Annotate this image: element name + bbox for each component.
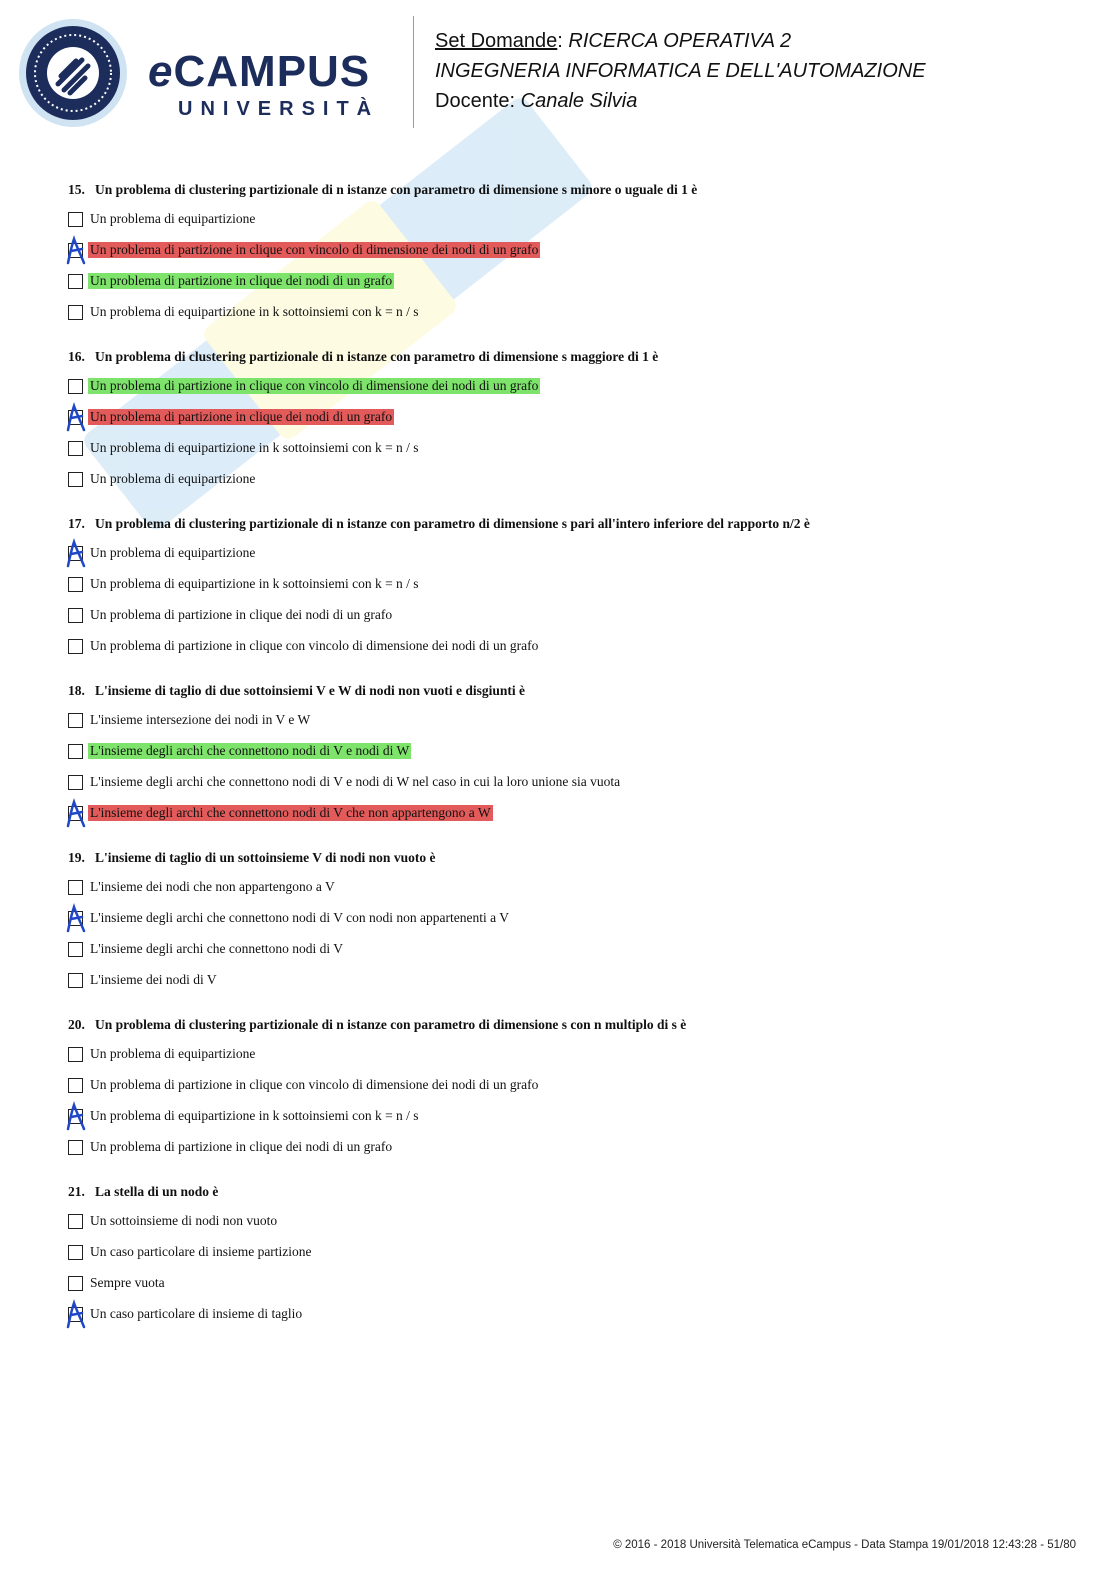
answer-checkbox[interactable] [68,1276,83,1291]
docente-line: Docente: Canale Silvia [435,90,638,112]
answer-option[interactable] [68,439,421,457]
answer-option[interactable] [68,210,257,228]
question-text: L'insieme di taglio di un sottoinsieme V di nodi non vuoto è [95,850,436,865]
answer-option[interactable] [68,878,337,896]
answer-text: Un problema di equipartizione [90,471,256,486]
answer-checkbox[interactable] [68,1140,83,1155]
answer-option[interactable] [68,711,312,729]
ecampus-wordmark: eCAMPUS UNIVERSITÀ [148,47,380,120]
answer-checkbox[interactable] [68,1109,83,1124]
answer-checkbox[interactable] [68,546,83,561]
course-line: Set Domande: RICERCA OPERATIVA 2 [435,30,792,52]
answer-checkbox[interactable] [68,713,83,728]
answer-option[interactable] [68,1138,394,1156]
answer-option[interactable] [68,1274,167,1292]
answer-text: Un problema di equipartizione [90,545,256,560]
answer-text: L'insieme degli archi che connettono nodi di V che non appartengono a W [90,805,491,820]
question-number: 16. [68,349,85,364]
answer-checkbox[interactable] [68,472,83,487]
answer-text: L'insieme degli archi che connettono nodi di V e nodi di W nel caso in cui la loro unione sia vuota [90,774,621,789]
answer-checkbox[interactable] [68,608,83,623]
answer-checkbox[interactable] [68,274,83,289]
question-title [68,1184,218,1200]
answer-text: Un sottoinsieme di nodi non vuoto [90,1213,278,1228]
answer-text: Un problema di partizione in clique con vincolo di dimensione dei nodi di un grafo [90,638,539,653]
answer-text: Un caso particolare di insieme partizione [90,1244,312,1259]
answer-option[interactable] [68,272,394,290]
answer-option[interactable] [68,909,511,927]
answer-option[interactable] [68,544,257,562]
question-number: 15. [68,182,85,197]
answer-checkbox[interactable] [68,744,83,759]
answer-option[interactable] [68,575,421,593]
answer-text: Un problema di partizione in clique dei nodi di un grafo [90,409,393,424]
header-divider [413,16,414,128]
question-text: La stella di un nodo è [95,1184,219,1199]
answer-option[interactable] [68,637,540,655]
answer-option[interactable] [68,303,421,321]
answer-text: Sempre vuota [90,1275,165,1290]
header-info [435,26,926,116]
answer-option[interactable] [68,470,257,488]
answer-text: Un problema di equipartizione [90,211,256,226]
answer-option[interactable] [68,971,219,989]
answer-text: L'insieme degli archi che connettono nodi di V e nodi di W [90,743,410,758]
question-title [68,683,525,699]
question-title [68,349,658,365]
answer-checkbox[interactable] [68,1307,83,1322]
answer-checkbox[interactable] [68,880,83,895]
answer-option[interactable] [68,742,411,760]
answer-checkbox[interactable] [68,775,83,790]
answer-option[interactable] [68,1305,304,1323]
question-title [68,1017,686,1033]
question-number: 18. [68,683,85,698]
answer-text: L'insieme degli archi che connettono nodi di V [90,941,343,956]
answer-checkbox[interactable] [68,305,83,320]
answer-text: Un problema di partizione in clique con vincolo di dimensione dei nodi di un grafo [90,378,539,393]
answer-option[interactable] [68,804,493,822]
question-text: Un problema di clustering partizionale di n istanze con parametro di dimensione s maggiore di 1 è [95,349,659,364]
question-text: L'insieme di taglio di due sottoinsiemi V e W di nodi non vuoti e disgiunti è [95,683,525,698]
answer-option[interactable] [68,1243,314,1261]
question-title [68,182,697,198]
answer-text: Un problema di equipartizione in k sottoinsiemi con k = n / s [90,304,419,319]
answer-option[interactable] [68,940,345,958]
question-number: 21. [68,1184,85,1199]
question-title [68,850,435,866]
answer-text: Un problema di partizione in clique dei nodi di un grafo [90,607,393,622]
answer-option[interactable] [68,377,540,395]
answer-checkbox[interactable] [68,441,83,456]
answer-checkbox[interactable] [68,212,83,227]
answer-text: Un problema di equipartizione [90,1046,256,1061]
answer-text: L'insieme dei nodi di V [90,972,217,987]
answer-checkbox[interactable] [68,639,83,654]
question-number: 19. [68,850,85,865]
answer-text: Un problema di partizione in clique dei nodi di un grafo [90,273,393,288]
answer-text: Un problema di partizione in clique con vincolo di dimensione dei nodi di un grafo [90,1077,539,1092]
answer-option[interactable] [68,241,540,259]
answer-option[interactable] [68,1045,257,1063]
question-text: Un problema di clustering partizionale di n istanze con parametro di dimensione s pari all'intero inferiore del rapporto n/2 è [95,516,810,531]
answer-checkbox[interactable] [68,577,83,592]
question-title [68,516,810,532]
answer-checkbox[interactable] [68,379,83,394]
question-text: Un problema di clustering partizionale di n istanze con parametro di dimensione s minore o uguale di 1 è [95,182,698,197]
answer-option[interactable] [68,1212,279,1230]
ecampus-seal-logo [18,18,128,128]
answer-option[interactable] [68,606,394,624]
question-text: Un problema di clustering partizionale di n istanze con parametro di dimensione s con n multiplo di s è [95,1017,687,1032]
answer-checkbox[interactable] [68,942,83,957]
answer-option[interactable] [68,1076,540,1094]
answer-text: L'insieme intersezione dei nodi in V e W [90,712,311,727]
answer-checkbox[interactable] [68,243,83,258]
answer-text: Un caso particolare di insieme di taglio [90,1306,303,1321]
answer-text: Un problema di partizione in clique con vincolo di dimensione dei nodi di un grafo [90,242,539,257]
program-line: INGEGNERIA INFORMATICA E DELL'AUTOMAZIONE [435,60,926,82]
answer-checkbox[interactable] [68,973,83,988]
answer-option[interactable] [68,408,394,426]
question-number: 20. [68,1017,85,1032]
answer-text: Un problema di equipartizione in k sottoinsiemi con k = n / s [90,1108,419,1123]
answer-checkbox[interactable] [68,806,83,821]
answer-checkbox[interactable] [68,1078,83,1093]
answer-checkbox[interactable] [68,1214,83,1229]
answer-text: L'insieme dei nodi che non appartengono a V [90,879,335,894]
answer-checkbox[interactable] [68,911,83,926]
answer-text: Un problema di equipartizione in k sottoinsiemi con k = n / s [90,440,419,455]
answer-text: L'insieme degli archi che connettono nodi di V con nodi non appartenenti a V [90,910,509,925]
answer-option[interactable] [68,1107,421,1125]
answer-text: Un problema di partizione in clique dei nodi di un grafo [90,1139,393,1154]
question-number: 17. [68,516,85,531]
answer-checkbox[interactable] [68,410,83,425]
answer-checkbox[interactable] [68,1047,83,1062]
answer-text: Un problema di equipartizione in k sottoinsiemi con k = n / s [90,576,419,591]
answer-checkbox[interactable] [68,1245,83,1260]
answer-option[interactable] [68,773,622,791]
page-footer: © 2016 - 2018 Università Telematica eCampus - Data Stampa 19/01/2018 12:43:28 - 51/80 [613,1539,1076,1551]
